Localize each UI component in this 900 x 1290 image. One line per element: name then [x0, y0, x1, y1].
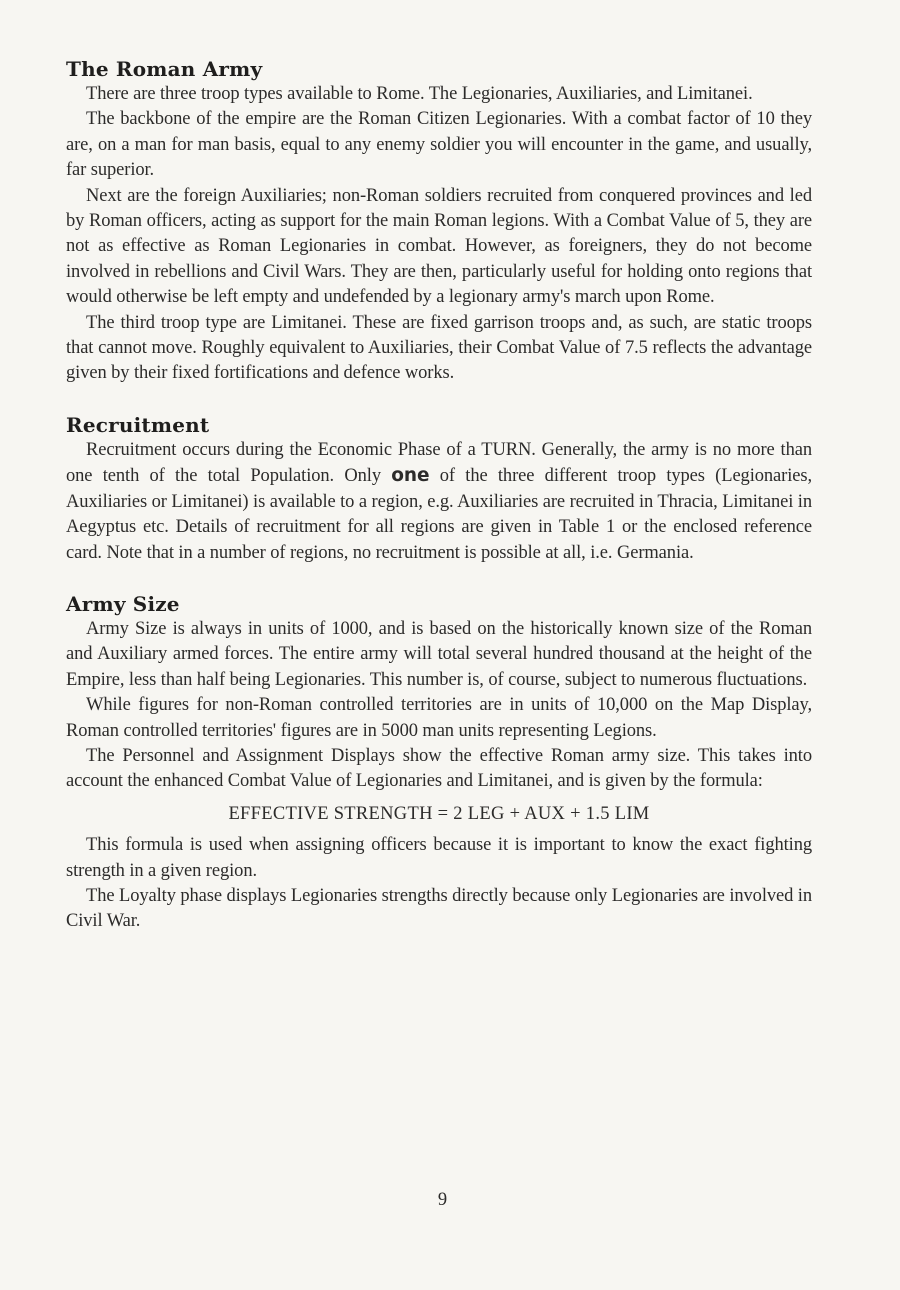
heading-army-size: Army Size	[66, 591, 180, 616]
paragraph: The backbone of the empire are the Roman Citizen Legionaries. With a combat factor of 10 they are, on a man for man basis, equal to any enemy soldier you will encounter in the game, and usually, far superior.	[66, 109, 812, 181]
section-army-size	[66, 591, 812, 935]
paragraph: The Personnel and Assignment Displays show the effective Roman army size. This takes into account the enhanced Combat Value of Legionaries and Limitanei, and is given by the formula:	[66, 745, 812, 792]
paragraph: While figures for non-Roman controlled territories are in units of 10,000 on the Map Display, Roman controlled territories' figures are in 5000 man units representing Legions.	[66, 695, 812, 741]
text-run: Recruitment occurs during the Economic Phase of a TURN. Generally, the army is no more than one tenth of the total Population. Only	[66, 439, 812, 487]
page-number: 9	[437, 1190, 448, 1210]
paragraph: The third troop type are Limitanei. These are fixed garrison troops and, as such, are static troops that cannot move. Roughly equivalent to Auxiliaries, their Combat Value of 7.5 reflects the advantage given by their fixed fortifications and defence works.	[66, 312, 812, 384]
effective-strength-formula: EFFECTIVE STRENGTH = 2 LEG + AUX + 1.5 LIM	[228, 803, 650, 824]
heading-recruitment: Recruitment	[66, 412, 210, 437]
paragraph	[66, 438, 812, 566]
paragraph: There are three troop types available to Rome. The Legionaries, Auxiliaries, and Limitanei.	[86, 84, 753, 104]
paragraph: This formula is used when assigning officers because it is important to know the exact fighting strength in a given region.	[66, 835, 812, 881]
paragraph: The Loyalty phase displays Legionaries strengths directly because only Legionaries are involved in Civil War.	[66, 885, 812, 932]
paragraph: Next are the foreign Auxiliaries; non-Roman soldiers recruited from conquered provinces and led by Roman officers, acting as support for the main Roman legions. With a Combat Value of 5, they are not as effective as Roman Legionaries in combat. However, as foreigners, they do not become involved in rebellions and Civil Wars. They are then, particularly useful for holding onto regions that would otherwise be left empty and undefended by a legionary army's march upon Rome.	[66, 185, 812, 308]
manual-page	[66, 56, 812, 935]
emphasis-one: one	[391, 465, 430, 487]
section-roman-army	[66, 56, 812, 387]
section-recruitment	[66, 412, 812, 566]
paragraph: Army Size is always in units of 1000, and is based on the historically known size of the Roman and Auxiliary armed forces. The entire army will total several hundred thousand at the height of the Empire, less than half being Legionaries. This number is, of course, subject to numerous fluctuations.	[66, 618, 812, 690]
text-run: of the three different troop types (Legionaries, Auxiliaries or Limitanei) is available to a region, e.g. Auxiliaries are recruited in Thracia, Limitanei in Aegyptus etc. Details of recruitment for all regions are given in Table 1 or the enclosed reference card. Note that in a number of regions, no recruitment is possible at all, i.e. Germania.	[66, 466, 812, 563]
heading-roman-army: The Roman Army	[66, 57, 263, 81]
